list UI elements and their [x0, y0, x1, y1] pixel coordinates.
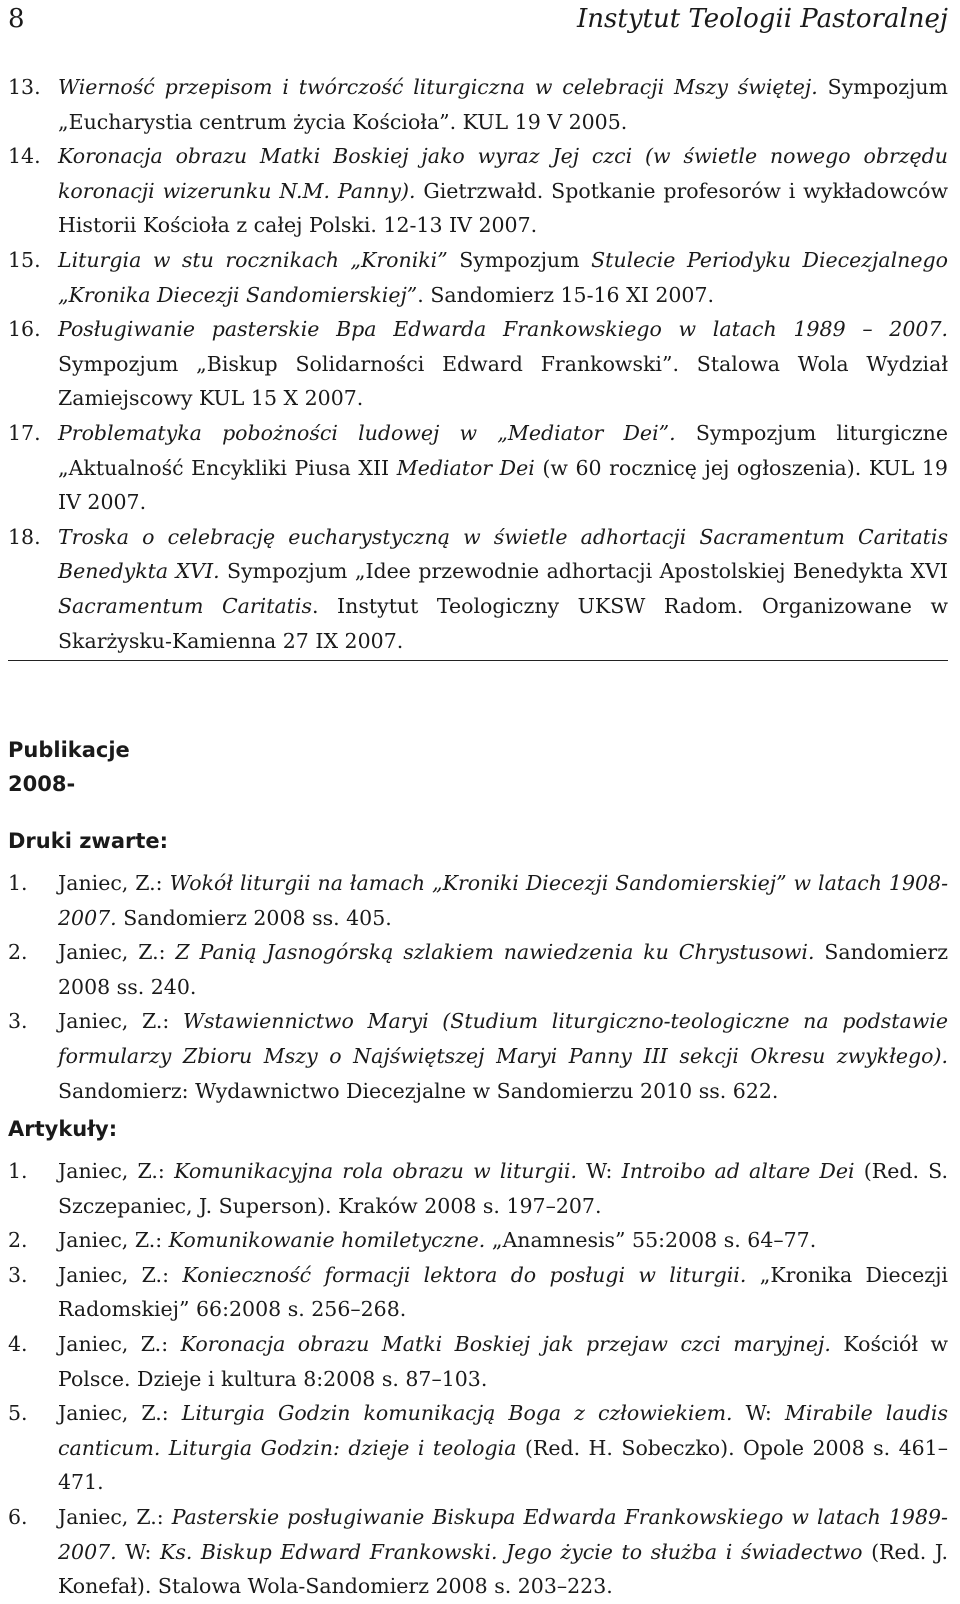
item-title: Komunikowanie homiletyczne. [168, 1228, 486, 1253]
item-number: 5. [8, 1401, 28, 1426]
item-number: 3. [8, 1262, 28, 1287]
publications-heading: Publikacje [8, 738, 130, 762]
item-title-secondary: Ks. Biskup Edward Frankowski. Jego życie to służba i świadectwo [160, 1539, 863, 1564]
article-item [8, 1500, 948, 1604]
item-author: Janiec, Z.: [58, 940, 176, 965]
item-author: Janiec, Z.: [58, 1504, 172, 1529]
publications-year-heading: 2008- [8, 772, 76, 796]
book-item [8, 1004, 948, 1108]
article-item [8, 1154, 948, 1223]
item-details: „Anamnesis” 55:2008 s. 64–77. [485, 1228, 817, 1253]
item-number: 2. [8, 940, 28, 965]
item-number: 18. [8, 524, 41, 549]
event-item-14 [8, 139, 948, 243]
item-number: 13. [8, 75, 41, 99]
page-header [8, 2, 948, 36]
item-title: Wokół liturgii na łamach „Kroniki Diecezji Sandomierskiej” w latach 1908-2007. [58, 871, 949, 930]
article-item [8, 1327, 948, 1396]
item-title: Wstawiennictwo Maryi (Studium liturgiczno-teologiczne na podstawie formularzy Zbioru Mszy o Najświętszej Maryi Panny III sekcji Okresu zwykłego). [58, 1009, 949, 1068]
item-title: Problematyka pobożności ludowej w „Mediator Dei”. [58, 420, 676, 445]
item-details: Sandomierz 2008 ss. 240. [58, 940, 948, 999]
article-item [8, 1223, 948, 1258]
item-details: Sympozjum [447, 247, 592, 272]
event-item-16 [8, 312, 948, 416]
item-details-secondary: . Sandomierz 15-16 XI 2007. [417, 282, 715, 307]
event-item-17 [8, 416, 948, 520]
item-title: Posługiwanie pasterskie Bpa Edwarda Frankowskiego w latach 1989 – 2007. [58, 317, 948, 342]
item-number: 14. [8, 144, 41, 169]
item-title: Liturgia w stu rocznikach „Kroniki” [58, 247, 448, 272]
item-details: Sandomierz: Wydawnictwo Diecezjalne w Sandomierzu 2010 ss. 622. [58, 1078, 779, 1103]
articles-list [8, 1154, 948, 1604]
item-author: Janiec, Z.: [58, 1401, 182, 1426]
item-number: 16. [8, 317, 41, 342]
item-details: W: [116, 1539, 160, 1564]
item-details-secondary: (Red. J. Konefał). Stalowa Wola-Sandomierz 2008 s. 203–223. [58, 1539, 948, 1599]
article-item [8, 1396, 948, 1500]
section-divider [8, 660, 948, 661]
article-item [8, 1258, 948, 1327]
item-details: „Kronika Diecezji Radomskiej” 66:2008 s. 256–268. [58, 1262, 948, 1322]
books-heading: Druki zwarte: [8, 829, 169, 853]
item-title-secondary: Stulecie Periodyku Diecezjalnego „Kronika Diecezji Sandomierskiej” [58, 247, 948, 307]
item-title: Z Panią Jasnogórską szlakiem nawiedzenia ku Chrystusowi. [175, 940, 815, 965]
item-author: Janiec, Z.: [58, 871, 170, 895]
item-author: Janiec, Z.: [58, 1331, 181, 1356]
item-details: Sympozjum liturgiczne „Aktualność Encykliki Piusa XII [58, 420, 948, 480]
item-number: 2. [8, 1228, 28, 1253]
event-item-15 [8, 243, 948, 312]
item-number: 1. [8, 1159, 28, 1183]
item-details-secondary: (w 60 rocznicę jej ogłoszenia). KUL 19 IV 2007. [58, 455, 948, 515]
item-author: Janiec, Z.: [58, 1228, 169, 1253]
item-details: W: [732, 1401, 785, 1426]
event-item-13 [8, 70, 948, 139]
page-number: 8 [8, 4, 25, 34]
item-title: Konieczność formacji lektora do posługi w liturgii. [182, 1262, 747, 1287]
item-details: Sympozjum „Biskup Solidarności Edward Frankowski”. Stalowa Wola Wydział Zamiejscowy KUL 15 X 2007. [58, 351, 948, 411]
item-details-secondary: (Red. S. Szczepaniec, J. Superson). Kraków 2008 s. 197–207. [58, 1159, 949, 1218]
event-item-18 [8, 520, 948, 658]
item-details: Gietrzwałd. Spotkanie profesorów i wykładowców Historii Kościoła z całej Polski. 12-13 IV 2007. [58, 178, 948, 238]
item-author: Janiec, Z.: [58, 1009, 183, 1034]
item-details: Sympozjum „Eucharystia centrum życia Kościoła”. KUL 19 V 2005. [58, 75, 948, 134]
item-title: Liturgia Godzin komunikacją Boga z człowiekiem. [181, 1401, 733, 1426]
item-details: Sandomierz 2008 ss. 405. [116, 905, 392, 930]
item-number: 6. [8, 1504, 28, 1529]
events-list [8, 70, 948, 658]
item-title-secondary: Sacramentum Caritatis [58, 593, 312, 618]
item-title: Troska o celebrację eucharystyczną w świetle adhortacji Sacramentum Caritatis Benedykta XVI. [58, 524, 948, 584]
book-item [8, 935, 948, 1004]
book-item [8, 866, 948, 935]
item-author: Janiec, Z.: [58, 1262, 183, 1287]
item-number: 15. [8, 247, 41, 272]
item-title: Wierność przepisom i twórczość liturgiczna w celebracji Mszy świętej. [58, 75, 818, 99]
item-number: 3. [8, 1009, 28, 1034]
item-details-secondary: (Red. H. Sobeczko). Opole 2008 s. 461–471. [58, 1435, 948, 1495]
item-title: Koronacja obrazu Matki Boskiej jak przejaw czci maryjnej. [180, 1331, 831, 1356]
item-details-secondary: . Instytut Teologiczny UKSW Radom. Organizowane w Skarżysku-Kamienna 27 IX 2007. [58, 593, 948, 653]
item-author: Janiec, Z.: [58, 1159, 175, 1183]
item-title-secondary: Mirabile laudis canticum. Liturgia Godzin: dzieje i teologia [58, 1401, 948, 1460]
item-details: Kościół w Polsce. Dzieje i kultura 8:2008 s. 87–103. [58, 1331, 949, 1391]
articles-heading: Artykuły: [8, 1117, 118, 1141]
running-title: Instytut Teologii Pastoralnej [577, 4, 948, 34]
item-number: 17. [8, 420, 41, 445]
item-title: Koronacja obrazu Matki Boskiej jako wyraz Jej czci (w świetle nowego obrzędu koronacji wizerunku N.M. Panny). [58, 144, 948, 203]
item-number: 1. [8, 871, 28, 895]
item-title: Pasterskie posługiwanie Biskupa Edwarda Frankowskiego w latach 1989-2007. [58, 1504, 948, 1564]
item-details: Sympozjum „Idee przewodnie adhortacji Apostolskiej Benedykta XVI [219, 559, 949, 584]
books-list [8, 866, 948, 1108]
item-details: W: [576, 1159, 622, 1183]
item-title-secondary: Mediator Dei [396, 455, 535, 480]
item-title-secondary: Introibo ad altare Dei [621, 1159, 855, 1183]
item-number: 4. [8, 1331, 28, 1356]
item-title: Komunikacyjna rola obrazu w liturgii. [174, 1159, 577, 1183]
